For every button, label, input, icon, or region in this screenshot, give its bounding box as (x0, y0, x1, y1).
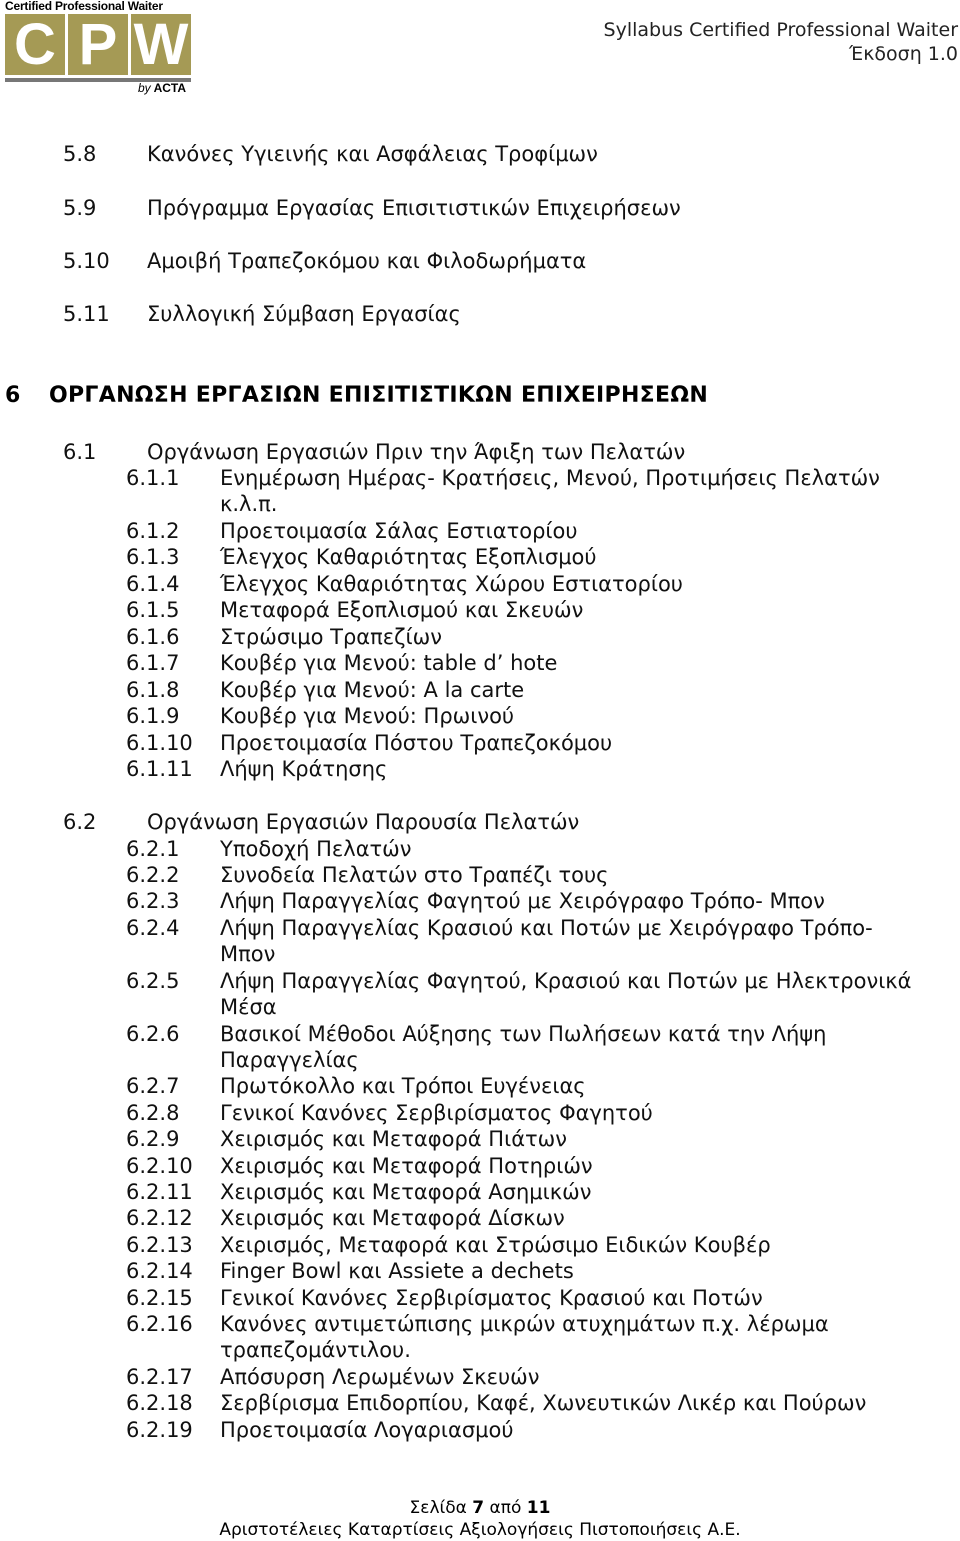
toc-number: 5.9 (63, 196, 97, 220)
toc-number: 6.2.2 (126, 863, 180, 887)
toc-number: 6.2.10 (126, 1154, 193, 1178)
toc-title: Οργάνωση Εργασιών Πριν την Άφιξη των Πελατών (147, 440, 686, 464)
toc-entry-5-10 (63, 248, 943, 274)
toc-title: Κουβέρ για Μενού: table d’ hote (220, 651, 558, 675)
logo-letters (5, 14, 191, 75)
toc-title: Σερβίρισμα Επιδορπίου, Καφέ, Χωνευτικών Λικέρ και Πούρων (220, 1391, 867, 1415)
toc-title: Πρόγραμμα Εργασίας Επισιτιστικών Επιχειρήσεων (147, 196, 681, 220)
toc-title: Συνοδεία Πελατών στο Τραπέζι τους (220, 863, 609, 887)
toc-entry-continuation (220, 491, 920, 517)
toc-entry-6-2-9 (126, 1126, 946, 1152)
toc-title: Γενικοί Κανόνες Σερβιρίσματος Φαγητού (220, 1101, 653, 1125)
toc-title: Στρώσιμο Τραπεζίων (220, 625, 442, 649)
toc-number: 6.2 (63, 810, 97, 834)
toc-number: 6.1.8 (126, 678, 180, 702)
toc-entry-5-11 (63, 301, 943, 327)
toc-number: 6.1.2 (126, 519, 180, 543)
chapter-title: ΟΡΓΑΝΩΣΗ ΕΡΓΑΣΙΩΝ ΕΠΙΣΙΤΙΣΤΙΚΩΝ ΕΠΙΧΕΙΡΗΣΕΩΝ (49, 383, 709, 408)
toc-title: Λήψη Κράτησης (220, 757, 388, 781)
page-of: από (489, 1498, 522, 1518)
toc-title: Κουβέρ για Μενού: Πρωινού (220, 704, 515, 728)
toc-title: Έλεγχος Καθαριότητας Εξοπλισμού (220, 545, 597, 569)
toc-entry-6-1-11 (126, 756, 946, 782)
toc-number: 5.10 (63, 249, 110, 273)
toc-title: Αμοιβή Τραπεζοκόμου και Φιλοδωρήματα (147, 249, 587, 273)
toc-title: Υποδοχή Πελατών (220, 837, 412, 861)
logo-brand: ACTA (153, 81, 187, 95)
logo-by-word: by (138, 81, 151, 95)
header-meta (604, 18, 958, 66)
toc-entry-6-1-8 (126, 677, 946, 703)
toc-number: 6.1.7 (126, 651, 180, 675)
doc-version: Έκδοση 1.0 (849, 43, 958, 65)
toc-entry-6-2-3 (126, 888, 946, 914)
toc-title-continued: Μπον (220, 942, 276, 966)
page-current: 7 (472, 1498, 485, 1518)
toc-number: 6.2.9 (126, 1127, 180, 1151)
toc-title: Γενικοί Κανόνες Σερβιρίσματος Κρασιού και Ποτών (220, 1286, 763, 1310)
toc-number: 6.2.3 (126, 889, 180, 913)
toc-entry-6-2-8 (126, 1100, 946, 1126)
toc-title: Χειρισμός και Μεταφορά Δίσκων (220, 1206, 565, 1230)
toc-title: Οργάνωση Εργασιών Παρουσία Πελατών (147, 810, 580, 834)
toc-title: Λήψη Παραγγελίας Φαγητού, Κρασιού και Ποτών με Ηλεκτρονικά (220, 969, 912, 993)
toc-number: 5.11 (63, 302, 110, 326)
toc-entry-6-1-1 (126, 465, 946, 491)
toc-number: 6.1.11 (126, 757, 193, 781)
logo-letter-w: W (131, 14, 191, 75)
toc-entry-continuation (220, 941, 920, 967)
toc-entry-6-2-13 (126, 1232, 946, 1258)
toc-entry-continuation (220, 1337, 920, 1363)
toc-title: Μεταφορά Εξοπλισμού και Σκευών (220, 598, 584, 622)
toc-number: 6.2.6 (126, 1022, 180, 1046)
toc-title: Λήψη Παραγγελίας Φαγητού με Χειρόγραφο Τρόπο- Μπον (220, 889, 825, 913)
toc-entry-6-1-10 (126, 730, 946, 756)
doc-title: Syllabus Certified Professional Waiter (603, 19, 958, 41)
toc-chapter-6 (5, 382, 905, 410)
toc-number: 6.2.1 (126, 837, 180, 861)
toc-number: 6.2.8 (126, 1101, 180, 1125)
toc-entry-6-1-5 (126, 597, 946, 623)
toc-number: 6.2.4 (126, 916, 180, 940)
toc-entry-6-1-2 (126, 518, 946, 544)
toc-number: 6.2.19 (126, 1418, 193, 1442)
toc-entry-6-1-7 (126, 650, 946, 676)
toc-number: 6.2.7 (126, 1074, 180, 1098)
toc-title: Συλλογική Σύμβαση Εργασίας (147, 302, 461, 326)
toc-title: Finger Bowl και Assiete a dechets (220, 1259, 574, 1283)
toc-entry-6-2-1 (126, 836, 946, 862)
toc-number: 6.1 (63, 440, 97, 464)
logo-byline (138, 81, 186, 95)
toc-title: Έλεγχος Καθαριότητας Χώρου Εστιατορίου (220, 572, 683, 596)
toc-entry-6-2-15 (126, 1285, 946, 1311)
toc-section-6-1 (63, 439, 943, 465)
toc-entry-6-1-3 (126, 544, 946, 570)
toc-entry-6-2-19 (126, 1417, 946, 1443)
toc-number: 6.1.10 (126, 731, 193, 755)
toc-entry-6-1-4 (126, 571, 946, 597)
toc-entry-6-2-18 (126, 1390, 946, 1416)
toc-number: 6.2.5 (126, 969, 180, 993)
toc-number: 6.1.4 (126, 572, 180, 596)
toc-title: Πρωτόκολλο και Τρόποι Ευγένειας (220, 1074, 586, 1098)
toc-title: Χειρισμός και Μεταφορά Ασημικών (220, 1180, 592, 1204)
toc-title-continued: τραπεζομάντιλου. (220, 1338, 411, 1362)
toc-entry-5-8 (63, 141, 943, 167)
toc-entry-6-2-17 (126, 1364, 946, 1390)
chapter-number: 6 (5, 383, 21, 408)
page-number (0, 1497, 960, 1519)
toc-number: 6.1.6 (126, 625, 180, 649)
logo-letter-p: P (68, 14, 128, 75)
toc-entry-6-2-10 (126, 1153, 946, 1179)
toc-number: 6.2.11 (126, 1180, 193, 1204)
toc-entry-5-9 (63, 195, 943, 221)
toc-number: 6.1.9 (126, 704, 180, 728)
toc-title: Προετοιμασία Πόστου Τραπεζοκόμου (220, 731, 613, 755)
toc-number: 6.1.3 (126, 545, 180, 569)
toc-title: Κουβέρ για Μενού: A la carte (220, 678, 525, 702)
toc-number: 6.2.17 (126, 1365, 193, 1389)
toc-number: 6.1.1 (126, 466, 180, 490)
toc-entry-continuation (220, 994, 920, 1020)
toc-entry-6-2-14 (126, 1258, 946, 1284)
footer-company: Αριστοτέλειες Καταρτίσεις Αξιολογήσεις Πιστοποιήσεις Α.Ε. (219, 1520, 741, 1540)
toc-title-continued: Μέσα (220, 995, 277, 1019)
toc-entry-6-2-6 (126, 1021, 946, 1047)
toc-title: Προετοιμασία Λογαριασμού (220, 1418, 514, 1442)
toc-title: Κανόνες αντιμετώπισης μικρών ατυχημάτων π.χ. λέρωμα (220, 1312, 829, 1336)
toc-title: Απόσυρση Λερωμένων Σκευών (220, 1365, 540, 1389)
toc-title: Κανόνες Υγιεινής και Ασφάλειας Τροφίμων (147, 142, 598, 166)
toc-number: 6.2.13 (126, 1233, 193, 1257)
toc-entry-6-2-7 (126, 1073, 946, 1099)
toc-entry-6-2-5 (126, 968, 946, 994)
toc-number: 6.1.5 (126, 598, 180, 622)
toc-title: Χειρισμός και Μεταφορά Πιάτων (220, 1127, 568, 1151)
toc-title: Χειρισμός, Μεταφορά και Στρώσιμο Ειδικών Κουβέρ (220, 1233, 771, 1257)
logo-tagline: Certified Professional Waiter (5, 0, 163, 13)
toc-number: 6.2.18 (126, 1391, 193, 1415)
toc-entry-continuation (220, 1047, 920, 1073)
toc-entry-6-2-11 (126, 1179, 946, 1205)
toc-title: Χειρισμός και Μεταφορά Ποτηριών (220, 1154, 593, 1178)
logo-letter-c: C (5, 14, 65, 75)
toc-number: 6.2.16 (126, 1312, 193, 1336)
page-label: Σελίδα (409, 1498, 467, 1518)
cpw-logo (5, 0, 195, 94)
toc-number: 6.2.15 (126, 1286, 193, 1310)
toc-number: 5.8 (63, 142, 97, 166)
toc-entry-6-2-4 (126, 915, 946, 941)
toc-title-continued: Παραγγελίας (220, 1048, 359, 1072)
toc-entry-6-2-2 (126, 862, 946, 888)
toc-title: Ενημέρωση Ημέρας- Κρατήσεις, Μενού, Προτιμήσεις Πελατών (220, 466, 880, 490)
page-total: 11 (526, 1498, 551, 1518)
toc-section-6-2 (63, 809, 943, 835)
toc-number: 6.2.12 (126, 1206, 193, 1230)
toc-entry-6-1-6 (126, 624, 946, 650)
toc-title: Προετοιμασία Σάλας Εστιατορίου (220, 519, 578, 543)
toc-entry-6-2-12 (126, 1205, 946, 1231)
toc-title: Λήψη Παραγγελίας Κρασιού και Ποτών με Χειρόγραφο Τρόπο- (220, 916, 873, 940)
toc-entry-6-1-9 (126, 703, 946, 729)
toc-title-continued: κ.λ.π. (220, 492, 278, 516)
toc-title: Βασικοί Μέθοδοι Αύξησης των Πωλήσεων κατά την Λήψη (220, 1022, 827, 1046)
toc-entry-6-2-16 (126, 1311, 946, 1337)
toc-number: 6.2.14 (126, 1259, 193, 1283)
